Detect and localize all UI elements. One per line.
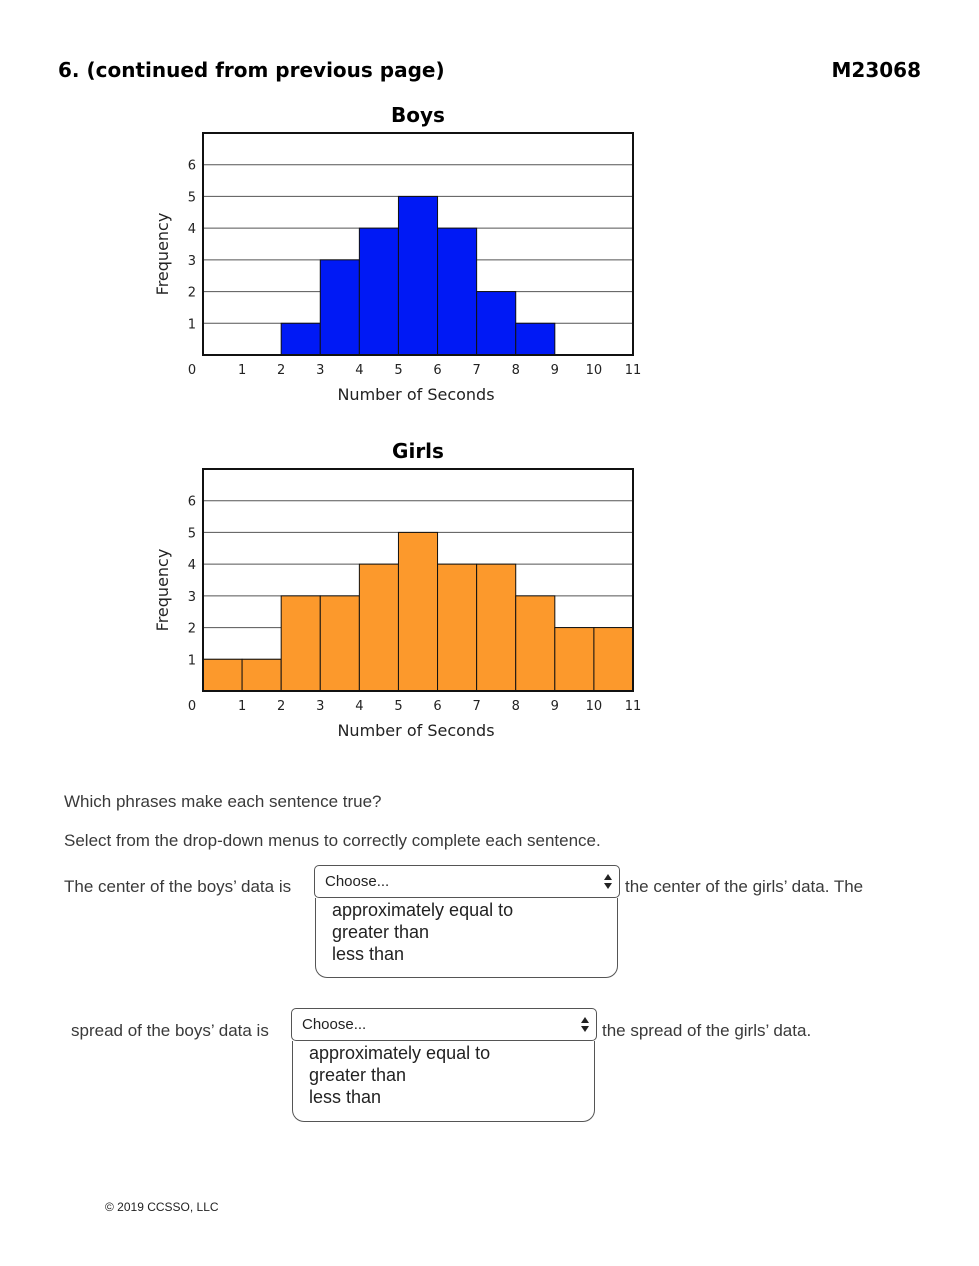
y-tick-label: 3 — [187, 253, 196, 269]
y-tick-label: 3 — [187, 589, 196, 605]
sentence2-before-text: spread of the boys’ data is — [71, 1021, 269, 1040]
histogram-bar — [281, 596, 320, 691]
y-axis-label: Frequency — [153, 212, 172, 296]
histogram-bar — [594, 628, 633, 691]
y-tick-label: 1 — [187, 653, 196, 669]
spread-option-approximately-equal[interactable]: approximately equal to — [309, 1043, 491, 1063]
y-tick-label: 2 — [187, 621, 196, 637]
center-dropdown-selected-value: Choose... — [325, 873, 390, 890]
x-tick-label: 7 — [472, 699, 481, 714]
boys-histogram — [140, 98, 660, 418]
x-tick-label: 9 — [550, 699, 559, 714]
sentence1-before-text: The center of the boys’ data is — [64, 877, 292, 896]
histogram-bar — [555, 628, 594, 691]
histogram-bar — [320, 260, 359, 355]
y-tick-label: 6 — [187, 158, 196, 174]
x-tick-label: 2 — [277, 363, 286, 378]
histogram-bar — [398, 532, 437, 691]
histogram-bar — [281, 323, 320, 355]
x-tick-label: 10 — [585, 699, 603, 714]
y-tick-label: 1 — [187, 317, 196, 333]
x-tick-label: 11 — [624, 699, 642, 714]
x-tick-label: 10 — [585, 363, 603, 378]
sentence2-after-text: the spread of the girls’ data. — [602, 1021, 812, 1040]
spread-comparison-dropdown[interactable] — [291, 1008, 597, 1041]
select-arrows-icon — [604, 872, 612, 890]
histogram-bar — [477, 292, 516, 355]
question-prompt: Which phrases make each sentence true? — [64, 792, 382, 811]
question-number-label: 6. (continued from previous page) — [58, 58, 445, 82]
center-option-greater-than[interactable]: greater than — [332, 922, 430, 942]
center-option-approximately-equal[interactable]: approximately equal to — [332, 900, 514, 920]
center-dropdown-option-list — [315, 898, 618, 978]
spread-option-greater-than[interactable]: greater than — [309, 1065, 407, 1085]
y-axis-label: Frequency — [153, 548, 172, 632]
spread-option-less-than[interactable]: less than — [309, 1087, 382, 1107]
x-tick-label: 9 — [550, 363, 559, 378]
center-option-less-than[interactable]: less than — [332, 944, 405, 964]
spread-dropdown-selected-value: Choose... — [302, 1016, 367, 1033]
x-tick-label: 3 — [316, 699, 325, 714]
x-tick-label: 6 — [433, 699, 442, 714]
copyright-footer: © 2019 CCSSO, LLC — [105, 1200, 219, 1214]
x-tick-label: 5 — [394, 699, 403, 714]
chart-title: Girls — [392, 439, 444, 463]
sentence1-after-text: the center of the girls’ data. The — [625, 877, 864, 896]
x-tick-label: 8 — [511, 699, 520, 714]
x-tick-label: 4 — [355, 363, 364, 378]
histogram-bar — [477, 564, 516, 691]
x-tick-label: 0 — [187, 699, 197, 714]
x-tick-label: 11 — [624, 363, 642, 378]
histogram-bar — [438, 228, 477, 355]
histogram-bar — [516, 596, 555, 691]
chart-title: Boys — [391, 103, 445, 127]
y-tick-label: 4 — [187, 222, 196, 238]
girls-histogram — [140, 434, 660, 754]
boys-histogram-svg — [140, 98, 660, 418]
y-tick-label: 2 — [187, 285, 196, 301]
histogram-bar — [242, 659, 281, 691]
x-tick-label: 1 — [237, 699, 247, 714]
x-axis-label: Number of Seconds — [337, 385, 495, 404]
x-tick-label: 2 — [277, 699, 286, 714]
y-tick-label: 5 — [187, 190, 196, 206]
histogram-bar — [320, 596, 359, 691]
histogram-bar — [203, 659, 242, 691]
x-tick-label: 6 — [433, 363, 442, 378]
x-tick-label: 1 — [237, 363, 247, 378]
x-tick-label: 0 — [187, 363, 197, 378]
histogram-bar — [359, 228, 398, 355]
spread-dropdown-option-list — [292, 1041, 595, 1122]
x-tick-label: 8 — [511, 363, 520, 378]
question-instruction: Select from the drop-down menus to correctly complete each sentence. — [64, 831, 601, 850]
histogram-bar — [438, 564, 477, 691]
x-tick-label: 3 — [316, 363, 325, 378]
item-code: M23068 — [831, 58, 921, 82]
y-tick-label: 5 — [187, 526, 196, 542]
y-tick-label: 4 — [187, 558, 196, 574]
histogram-bar — [359, 564, 398, 691]
y-tick-label: 6 — [187, 494, 196, 510]
select-arrows-icon — [581, 1015, 589, 1033]
histogram-bar — [516, 323, 555, 355]
center-comparison-dropdown[interactable] — [314, 865, 620, 898]
x-axis-label: Number of Seconds — [337, 721, 495, 740]
x-tick-label: 7 — [472, 363, 481, 378]
x-tick-label: 5 — [394, 363, 403, 378]
girls-histogram-svg — [140, 434, 660, 754]
x-tick-label: 4 — [355, 699, 364, 714]
histogram-bar — [398, 196, 437, 355]
